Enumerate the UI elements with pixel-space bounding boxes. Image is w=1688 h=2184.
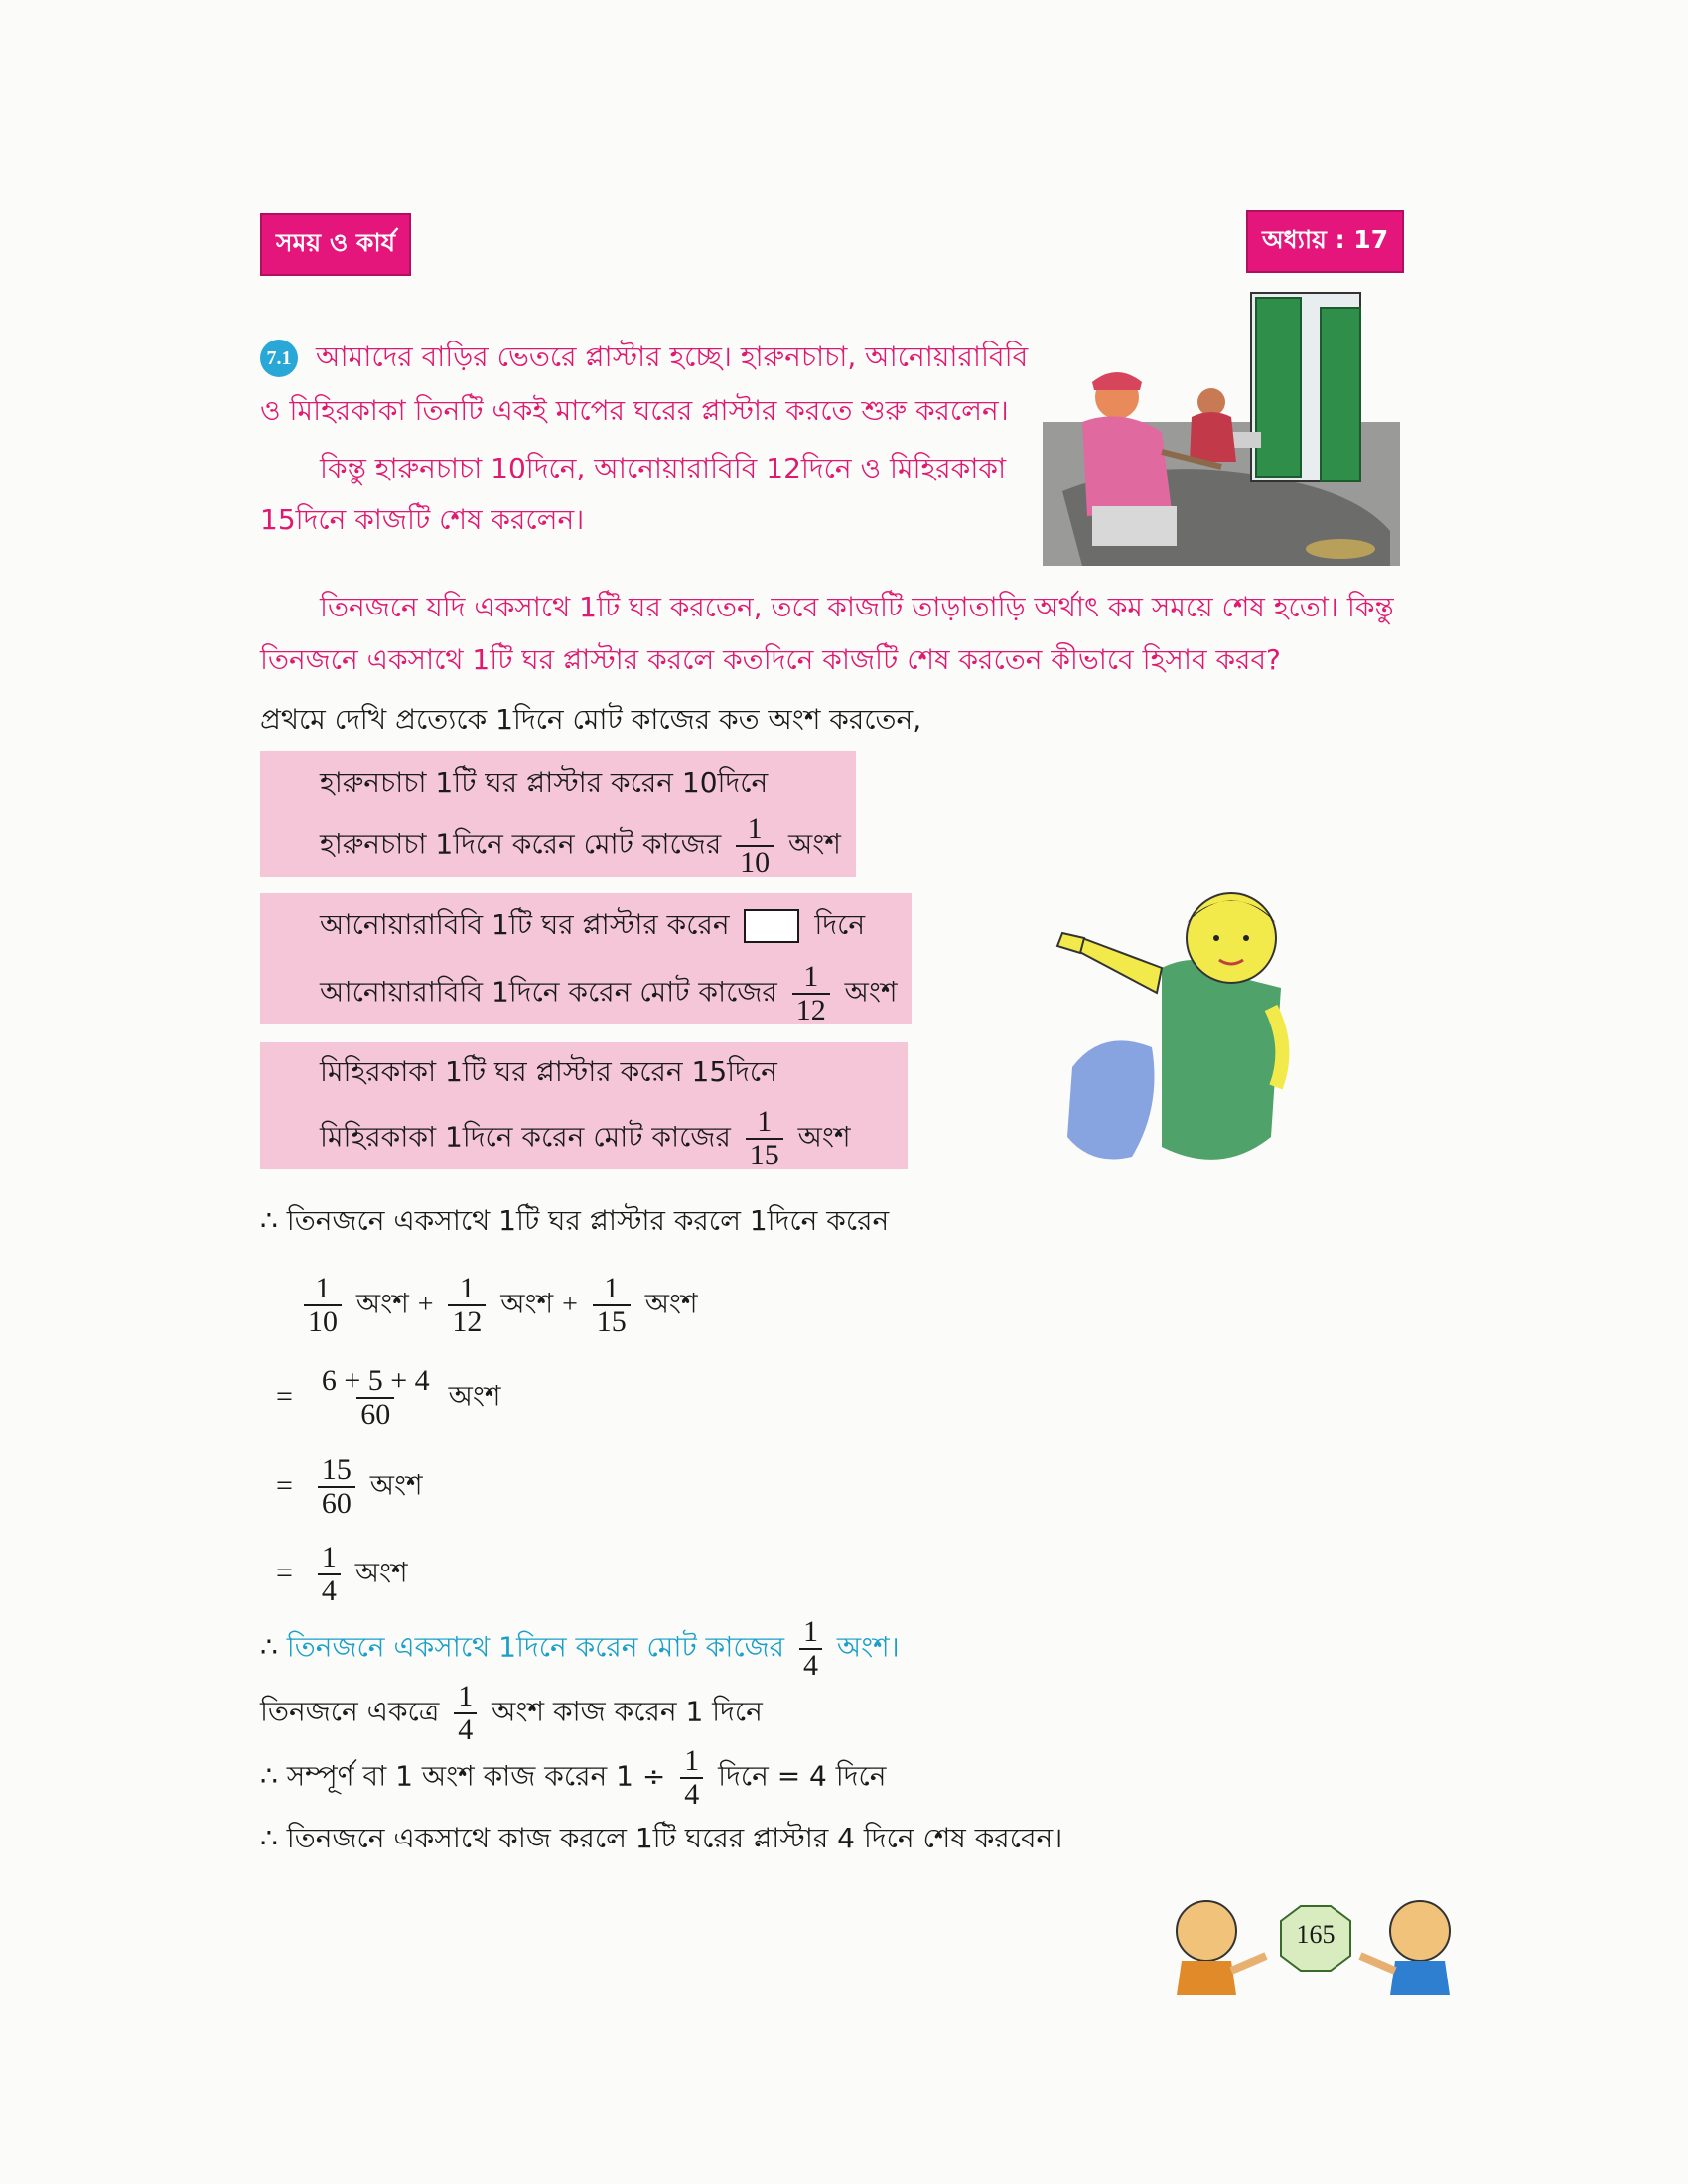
- problem-line-2: ও মিহিরকাকা তিনটি একই মাপের ঘরের প্লাস্টার করতে শুরু করলেন।: [260, 394, 1009, 427]
- box-line: আনোয়ারাবিবি 1দিনে করেন মোট কাজের $\frac{1}{12}$ অংশ: [320, 960, 898, 1026]
- calc-step-2: = $\frac{15}{60}$ অংশ: [276, 1453, 423, 1520]
- problem-line-1: 7.1 আমাদের বাড়ির ভেতরে প্লাস্টার হচ্ছে। হারুনচাচা, আনোয়ারাবিবি: [260, 336, 1028, 379]
- chapter-number-tag: অধ্যায় : 17: [1246, 210, 1404, 273]
- chapter-title-tag: সময় ও কার্য: [260, 213, 411, 276]
- fraction: $\frac{1}{10}$: [304, 1273, 342, 1337]
- box-line: আনোয়ারাবিবি 1টি ঘর প্লাস্টার করেন দিনে: [320, 908, 866, 941]
- info-box-anowara: [260, 893, 912, 1024]
- fraction: $\frac{6 + 5 + 4}{60}$: [321, 1364, 430, 1431]
- conclusion-line-1: ∴ তিনজনে একসাথে 1দিনে করেন মোট কাজের $\frac{1}{4}$ অংশ।: [260, 1615, 900, 1682]
- pointing-boy-illustration: [1043, 879, 1340, 1206]
- info-box-harun: [260, 751, 856, 877]
- page-number: 165: [1296, 1920, 1336, 1949]
- box-line: মিহিরকাকা 1টি ঘর প্লাস্টার করেন 15দিনে: [320, 1055, 777, 1088]
- problem-line-3: কিন্তু হারুনচাচা 10দিনে, আনোয়ারাবিবি 12দিনে ও মিহিরকাকা: [320, 452, 1007, 484]
- plastering-illustration: [1043, 283, 1400, 566]
- conclusion-line-4: ∴ তিনজনে একসাথে কাজ করলে 1টি ঘরের প্লাস্টার 4 দিনে শেষ করবেন।: [260, 1822, 1063, 1854]
- calc-step-3: = $\frac{1}{4}$ অংশ: [276, 1541, 408, 1607]
- problem-line-4: 15দিনে কাজটি শেষ করলেন।: [260, 503, 585, 536]
- box-line: হারুনচাচা 1দিনে করেন মোট কাজের $\frac{1}{10}$ অংশ: [320, 812, 841, 879]
- calc-step-1: = $\frac{6 + 5 + 4}{60}$ অংশ: [276, 1364, 501, 1431]
- fraction: $\frac{1}{15}$: [746, 1106, 783, 1170]
- info-box-mihir: [260, 1042, 908, 1169]
- answer-blank[interactable]: [744, 909, 799, 943]
- fraction: $\frac{1}{12}$: [792, 961, 830, 1025]
- problem-number-badge: 7.1: [260, 340, 298, 377]
- fraction: $\frac{1}{10}$: [736, 813, 774, 878]
- problem-line-5: তিনজনে যদি একসাথে 1টি ঘর করতেন, তবে কাজটি তাড়াতাড়ি অর্থাৎ কম সময়ে শেষ হতো। কিন্তু: [320, 591, 1394, 623]
- calc-lead: ∴ তিনজনে একসাথে 1টি ঘর প্লাস্টার করলে 1দিনে করেন: [260, 1204, 890, 1237]
- problem-line-6: তিনজনে একসাথে 1টি ঘর প্লাস্টার করলে কতদিনে কাজটি শেষ করতেন কীভাবে হিসাব করব?: [260, 643, 1281, 676]
- fraction: $\frac{1}{4}$: [318, 1542, 341, 1606]
- calc-sum-line: $\frac{1}{10}$ অংশ + $\frac{1}{12}$ অংশ + $\frac{1}{15}$ অংশ: [298, 1273, 698, 1337]
- fraction: $\frac{1}{12}$: [448, 1273, 486, 1337]
- intro-text: প্রথমে দেখি প্রত্যেকে 1দিনে মোট কাজের কত অংশ করতেন,: [260, 703, 922, 736]
- fraction: $\frac{1}{15}$: [593, 1273, 631, 1337]
- fraction: $\frac{1}{4}$: [680, 1745, 703, 1810]
- box-line: হারুনচাচা 1টি ঘর প্লাস্টার করেন 10দিনে: [320, 766, 769, 799]
- box-line: মিহিরকাকা 1দিনে করেন মোট কাজের $\frac{1}{15}$ অংশ: [320, 1105, 851, 1171]
- fraction: $\frac{1}{4}$: [454, 1681, 477, 1745]
- fraction: $\frac{15}{60}$: [318, 1454, 355, 1519]
- conclusion-line-2: তিনজনে একত্রে $\frac{1}{4}$ অংশ কাজ করেন 1 দিনে: [260, 1680, 763, 1746]
- fraction: $\frac{1}{4}$: [799, 1616, 822, 1681]
- conclusion-line-3: ∴ সম্পূর্ণ বা 1 অংশ কাজ করেন 1 ÷ $\frac{1}{4}$ দিনে = 4 দিনে: [260, 1744, 887, 1811]
